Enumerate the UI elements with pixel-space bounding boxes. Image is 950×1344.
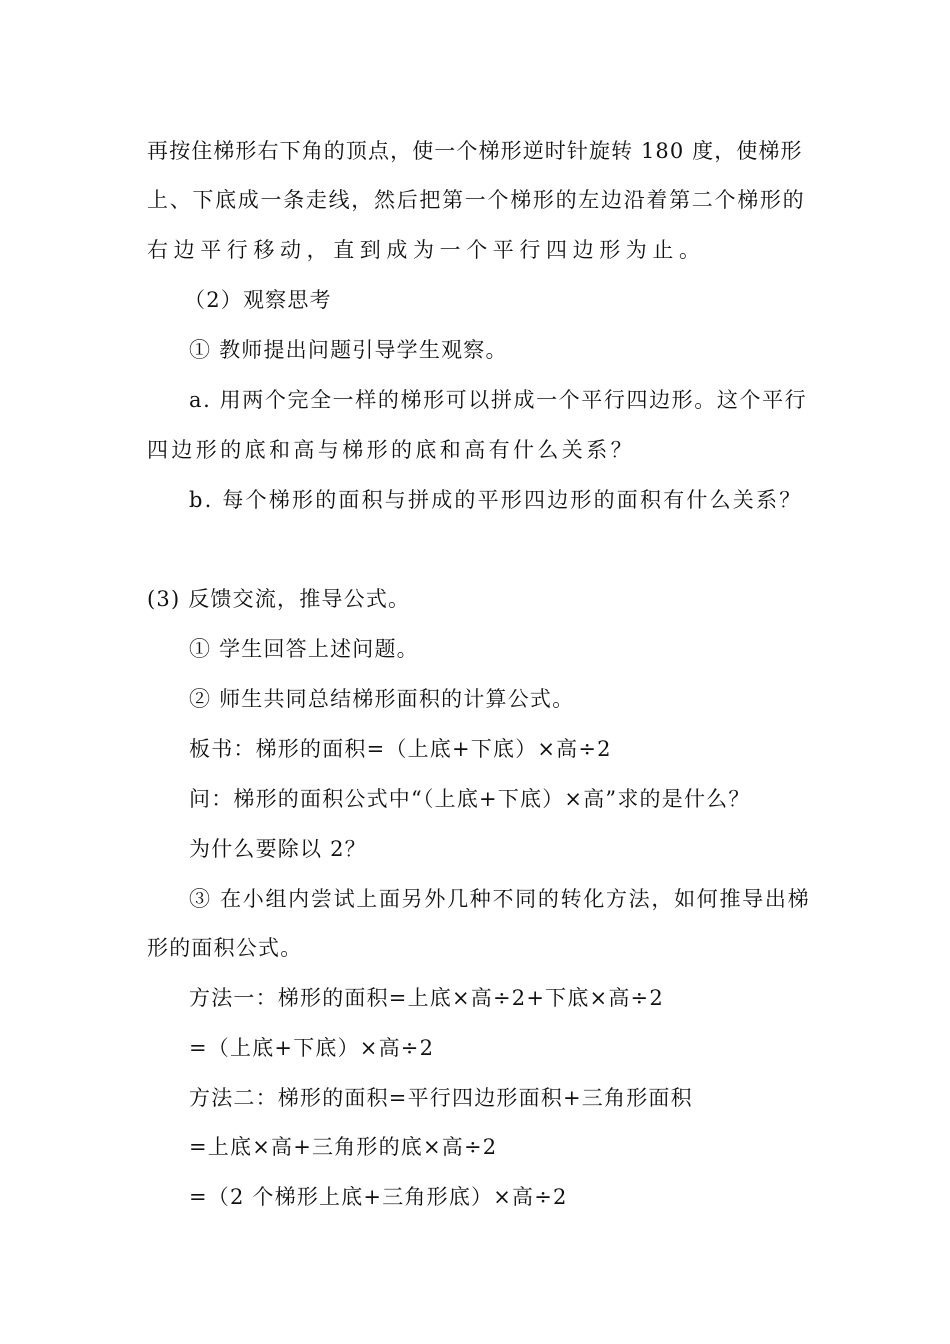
teacher-question-intro: ① 教师提出问题引导学生观察。: [189, 338, 508, 362]
question-what: 问：梯形的面积公式中“（上底+下底）×高”求的是什么？: [189, 787, 751, 811]
board-formula: 板书：梯形的面积=（上底+下底）×高÷2: [189, 737, 612, 761]
rotate-instruction-line-1: 再按住梯形右下角的顶点，使一个梯形逆时针旋转 180 度，使梯形: [147, 139, 803, 163]
method-2-line-1: 方法二：梯形的面积=平行四边形面积+三角形面积: [189, 1086, 693, 1110]
method-1-line-1: 方法一：梯形的面积=上底×高÷2+下底×高÷2: [189, 986, 664, 1010]
question-a-line-2: 四边形的底和高与梯形的底和高有什么关系？: [147, 438, 635, 462]
step-1: ① 学生回答上述问题。: [189, 637, 419, 661]
rotate-instruction-line-3: 右边平行移动，直到成为一个平行四边形为止。: [147, 238, 706, 262]
method-2-line-3: =（2 个梯形上底+三角形底）×高÷2: [189, 1185, 568, 1209]
section-3-heading: (3) 反馈交流，推导公式。: [147, 587, 411, 611]
section-2-heading: （2）观察思考: [184, 288, 332, 312]
rotate-instruction-line-2: 上、下底成一条走线，然后把第一个梯形的左边沿着第二个梯形的: [147, 188, 806, 212]
step-3-line-1: ③ 在小组内尝试上面另外几种不同的转化方法，如何推导出梯: [189, 887, 811, 911]
question-b: b. 每个梯形的面积与拼成的平形四边形的面积有什么关系？: [189, 488, 803, 512]
step-3-line-2: 形的面积公式。: [147, 936, 303, 960]
step-2: ② 师生共同总结梯形面积的计算公式。: [189, 687, 575, 711]
question-why: 为什么要除以 2？: [189, 837, 367, 861]
question-a-line-1: a. 用两个完全一样的梯形可以拼成一个平行四边形。这个平行: [189, 388, 808, 412]
method-2-line-2: =上底×高+三角形的底×高÷2: [189, 1135, 498, 1159]
method-1-line-2: =（上底+下底）×高÷2: [189, 1036, 435, 1060]
